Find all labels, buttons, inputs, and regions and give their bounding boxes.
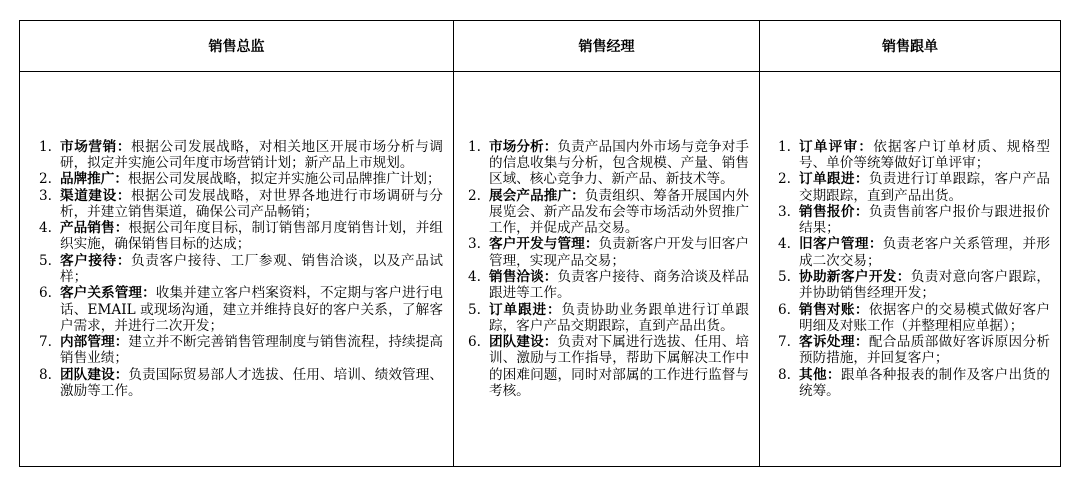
duty-text: 负责对意向客户跟踪，并协助销售经理开发； (799, 269, 1051, 302)
duty-number: 4. (468, 269, 481, 285)
duty-title: 产品销售： (60, 220, 129, 237)
duty-title: 展会产品推广： (489, 187, 585, 204)
duty-text: 收集并建立客户档案资料，不定期与客户进行电话、EMAIL 或现场沟通，建立并维持良好的客户关系，了解客户需求，并进行二次开发； (60, 285, 444, 334)
sales-manager-cell (454, 72, 760, 467)
sales-manager-duties (454, 139, 759, 400)
duty-number: 2. (468, 187, 481, 204)
duty-title: 团队建设： (60, 366, 129, 383)
duty-number: 2. (39, 171, 52, 188)
duty-text: 根据公司发展战略，对世界各地进行市场调研与分析，并建立销售渠道，确保公司产品畅销； (60, 187, 444, 220)
duty-item (39, 220, 443, 253)
duty-title: 市场营销： (60, 138, 132, 155)
sales-director-cell (20, 72, 454, 467)
duty-text: 配合品质部做好客诉原因分析预防措施，并回复客户； (799, 334, 1051, 367)
duty-title: 客户接待： (60, 252, 132, 269)
duty-number: 5. (468, 301, 481, 318)
duty-text: 负责产品国内外市场与竞争对手的信息收集与分析，包含规模、产量、销售区域、核心竞争力、新产品、新技术等。 (489, 138, 750, 188)
duty-number: 1. (778, 138, 791, 155)
header-sales-merchandiser: 销售跟单 (760, 21, 1061, 72)
duty-text: 根据公司发展战略，拟定并实施公司品牌推广计划； (127, 171, 441, 188)
duty-item (778, 302, 1050, 335)
duty-item (39, 367, 443, 400)
duty-title: 协助新客户开发： (799, 269, 911, 285)
duty-number: 1. (468, 138, 481, 155)
duty-number: 7. (778, 334, 791, 351)
header-sales-director: 销售总监 (20, 21, 454, 72)
duty-text: 负责进行订单跟踪，客户产品交期跟踪，直到产品出货。 (799, 171, 1051, 204)
sales-merchandiser-duties (760, 139, 1060, 400)
duty-item (468, 236, 749, 269)
duty-title: 销售报价： (799, 203, 869, 220)
duty-item (778, 236, 1050, 269)
duty-title: 客户关系管理： (60, 285, 156, 302)
duty-item (468, 334, 749, 399)
duty-text: 负责协助业务跟单进行订单跟踪，客户产品交期跟踪，直到产品出货。 (489, 301, 750, 334)
duty-text: 负责老客户关系管理，并形成二次交易； (799, 236, 1051, 269)
duty-text: 依据客户订单材质、规格型号、单价等统筹做好订单评审； (799, 138, 1051, 171)
duty-number: 4. (39, 220, 52, 237)
duty-number: 5. (39, 252, 52, 269)
duty-number: 3. (468, 236, 481, 253)
duty-number: 6. (39, 285, 52, 302)
duty-title: 订单评审： (799, 138, 874, 155)
duty-text: 负责对下属进行选拔、任用、培训、激励与工作指导，帮助下属解决工作中的困难问题，同时对部属的工作进行监督与考核。 (489, 334, 750, 400)
duty-text: 建立并不断完善销售管理制度与销售流程，持续提高销售业绩； (60, 334, 444, 367)
duty-number: 7. (39, 334, 52, 351)
duty-item (39, 188, 443, 221)
duty-item (778, 334, 1050, 367)
duty-number: 8. (39, 366, 52, 383)
duty-text: 跟单各种报表的制作及客户出货的统筹。 (799, 366, 1051, 400)
duty-text: 负责客户接待、工厂参观、销售洽谈，以及产品试样； (60, 252, 444, 285)
duty-item (778, 171, 1050, 204)
duty-item (39, 334, 443, 367)
duty-title: 其他： (799, 366, 841, 383)
duty-number: 3. (778, 203, 791, 220)
duty-number: 2. (778, 171, 791, 188)
duty-text: 依据客户的交易模式做好客户明细及对账工作（并整理相应单据）； (799, 301, 1051, 334)
duty-text: 负责售前客户报价与跟进报价结果； (799, 203, 1051, 237)
header-row (20, 21, 1061, 72)
duty-text: 负责新客户开发与旧客户管理，实现产品交易； (489, 236, 750, 269)
duty-item (39, 253, 443, 286)
duty-item (468, 269, 749, 302)
responsibilities-table (19, 20, 1061, 467)
duty-title: 旧客户管理： (799, 236, 883, 253)
duty-title: 订单跟进： (489, 301, 562, 318)
duty-number: 8. (778, 366, 791, 383)
duty-text: 根据公司年度目标，制订销售部月度销售计划，并组织实施，确保销售目标的达成； (60, 220, 444, 253)
duty-item (468, 302, 749, 335)
duty-item (778, 367, 1050, 400)
duty-title: 团队建设： (489, 334, 558, 351)
duty-text: 负责组织、筹备开展国内外展览会、新产品发布会等市场活动外贸推广工作，并促成产品交易。 (489, 187, 750, 237)
duty-item (39, 285, 443, 334)
duty-text: 负责客户接待、商务洽谈及样品跟进等工作。 (489, 269, 750, 302)
duty-title: 客诉处理： (799, 334, 869, 351)
content-row (20, 72, 1061, 467)
duty-title: 销售洽谈： (489, 269, 558, 285)
duty-text: 根据公司发展战略，对相关地区开展市场分析与调研，拟定并实施公司年度市场营销计划；新产品上市规划。 (60, 138, 444, 171)
duty-title: 内部管理： (60, 334, 129, 351)
duty-item (778, 139, 1050, 172)
duty-item (778, 204, 1050, 237)
duty-number: 6. (468, 334, 481, 351)
duty-number: 3. (39, 187, 52, 204)
duty-number: 5. (778, 269, 791, 285)
duty-title: 订单跟进： (799, 171, 869, 188)
duty-item (39, 139, 443, 172)
duty-text: 负责国际贸易部人才选拔、任用、培训、绩效管理、激励等工作。 (60, 366, 444, 400)
duty-item (468, 188, 749, 237)
duty-item (468, 139, 749, 188)
header-sales-manager: 销售经理 (454, 21, 760, 72)
sales-director-duties (20, 139, 453, 400)
sales-merchandiser-cell (760, 72, 1061, 467)
duty-title: 客户开发与管理： (489, 236, 599, 253)
duty-number: 6. (778, 301, 791, 318)
duty-number: 4. (778, 236, 791, 253)
duty-number: 1. (39, 138, 52, 155)
duty-title: 市场分析： (489, 138, 558, 155)
duty-item (778, 269, 1050, 302)
duty-title: 销售对账： (799, 301, 869, 318)
duty-title: 渠道建设： (60, 187, 132, 204)
duty-item (39, 171, 443, 187)
duty-title: 品牌推广： (60, 171, 128, 188)
